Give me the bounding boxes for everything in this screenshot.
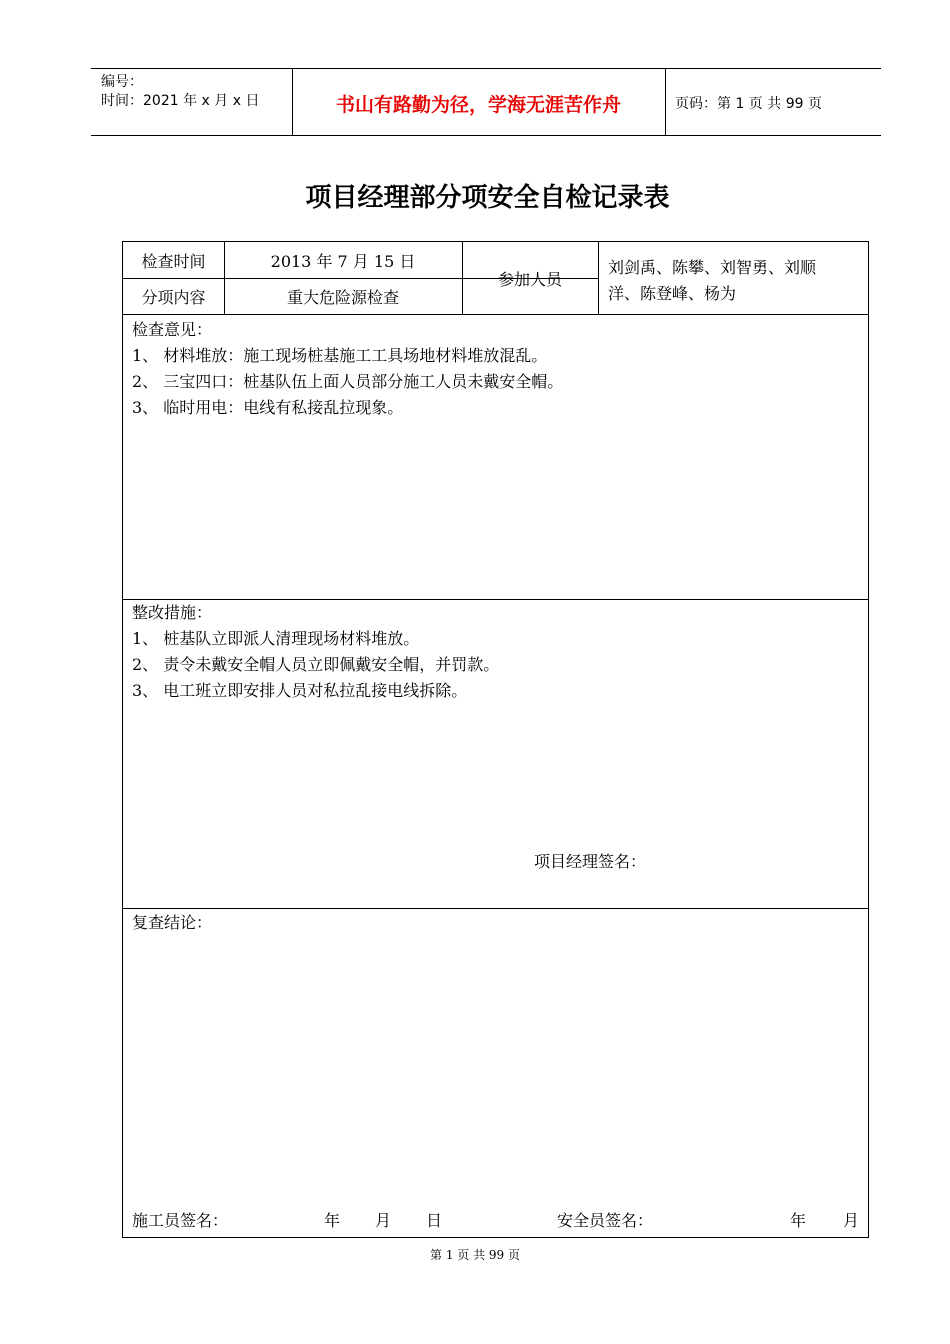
page-title: 项目经理部分项安全自检记录表 [305,183,670,213]
inspection-form [122,241,869,1238]
review-heading: 复查结论： [132,913,213,932]
col-divider [598,242,599,314]
manager-signature-label: 项目经理签名： [534,852,647,871]
measures-heading: 整改措施： [132,603,213,622]
row-divider [123,908,868,909]
participants-value: 刘剑禹、陈攀、刘智勇、刘顺 洋、陈登峰、杨为 [608,258,817,303]
participants-label: 参加人员 [497,269,562,289]
safety-signature-label: 安全员签名： [557,1211,654,1230]
inspection-time-label: 检查时间 [141,251,206,271]
measures-section [132,600,499,704]
row-divider [123,314,868,315]
item-content-label: 分项内容 [141,287,206,307]
list-item: 3、 电工班立即安排人员对私拉乱接电线拆除。 [132,681,468,700]
header-motto: 书山有路勤为径，学海无涯苦作舟 [335,93,621,116]
page-footer: 第 1 页 共 99 页 [430,1248,520,1262]
opinions-heading: 检查意见： [132,320,213,339]
list-item: 2、 三宝四口：桩基队伍上面人员部分施工人员未戴安全帽。 [132,372,564,391]
list-item: 3、 临时用电：电线有私接乱拉现象。 [132,398,404,417]
worker-sign-month: 月 [375,1211,392,1230]
list-item: 1、 材料堆放：施工现场桩基施工工具场地材料堆放混乱。 [132,346,548,365]
safety-sign-month: 月 [843,1211,860,1230]
worker-signature-label: 施工员签名： [132,1211,229,1230]
header-divider [665,69,666,135]
page-header [91,68,881,136]
safety-sign-year: 年 [790,1211,807,1230]
list-item: 1、 桩基队立即派人清理现场材料堆放。 [132,629,420,648]
worker-sign-day: 日 [426,1211,443,1230]
inspection-time-value: 2013 年 7 月 15 日 [270,251,416,271]
opinions-section [132,317,563,421]
header-page-label: 页码：第 1 页 共 99 页 [675,96,822,112]
header-meta [101,73,259,111]
list-item: 2、 责令未戴安全帽人员立即佩戴安全帽，并罚款。 [132,655,500,674]
worker-sign-year: 年 [324,1211,341,1230]
item-content-value: 重大危险源检查 [286,287,399,307]
time-label: 时间：2021 年 x 月 x 日 [101,93,260,109]
number-label: 编号： [101,74,143,90]
